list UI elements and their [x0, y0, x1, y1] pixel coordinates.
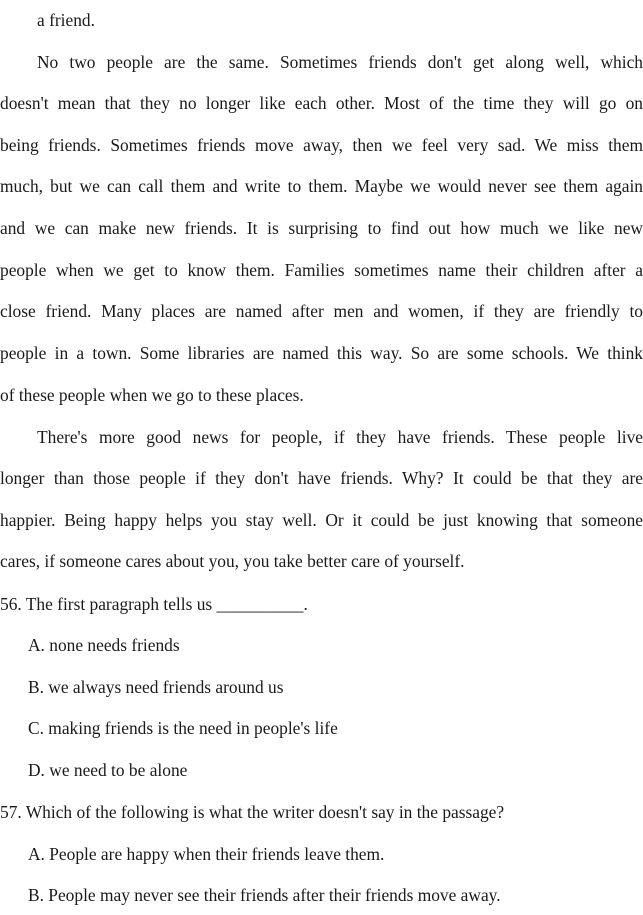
question-56-option-d: D. we need to be alone	[28, 760, 188, 780]
question-57-option-a: A. People are happy when their friends leave them.	[28, 844, 385, 864]
passage-line: much, but we can call them and write to them. Maybe we would never see them again	[0, 176, 643, 196]
passage-line: There's more good news for people, if they have friends. These people live	[37, 427, 643, 447]
passage-line: a friend.	[37, 10, 95, 30]
passage-line: No two people are the same. Sometimes friends don't get along well, which	[37, 52, 643, 72]
passage-line: close friend. Many places are named after men and women, if they are friendly to	[0, 301, 643, 321]
passage-line: people in a town. Some libraries are named this way. So are some schools. We think	[0, 343, 643, 363]
passage-line: and we can make new friends. It is surprising to find out how much we like new	[0, 218, 643, 238]
question-56-option-b: B. we always need friends around us	[28, 677, 284, 697]
passage-line: being friends. Sometimes friends move away, then we feel very sad. We miss them	[0, 135, 643, 155]
passage-line: people when we get to know them. Families sometimes name their children after a	[0, 260, 643, 280]
passage-line: happier. Being happy helps you stay well. Or it could be just knowing that someone	[0, 510, 643, 530]
passage-line: cares, if someone cares about you, you take better care of yourself.	[0, 551, 465, 571]
passage-line: longer than those people if they don't have friends. Why? It could be that they are	[0, 468, 643, 488]
question-56-stem: 56. The first paragraph tells us __________.	[0, 594, 308, 614]
question-56-option-a: A. none needs friends	[28, 635, 180, 655]
passage-line: of these people when we go to these places.	[0, 385, 304, 405]
question-57-option-b: B. People may never see their friends after their friends move away.	[28, 885, 501, 905]
passage-line: doesn't mean that they no longer like each other. Most of the time they will go on	[0, 93, 643, 113]
question-57-stem: 57. Which of the following is what the writer doesn't say in the passage?	[0, 802, 505, 822]
question-56-option-c: C. making friends is the need in people's life	[28, 718, 338, 738]
